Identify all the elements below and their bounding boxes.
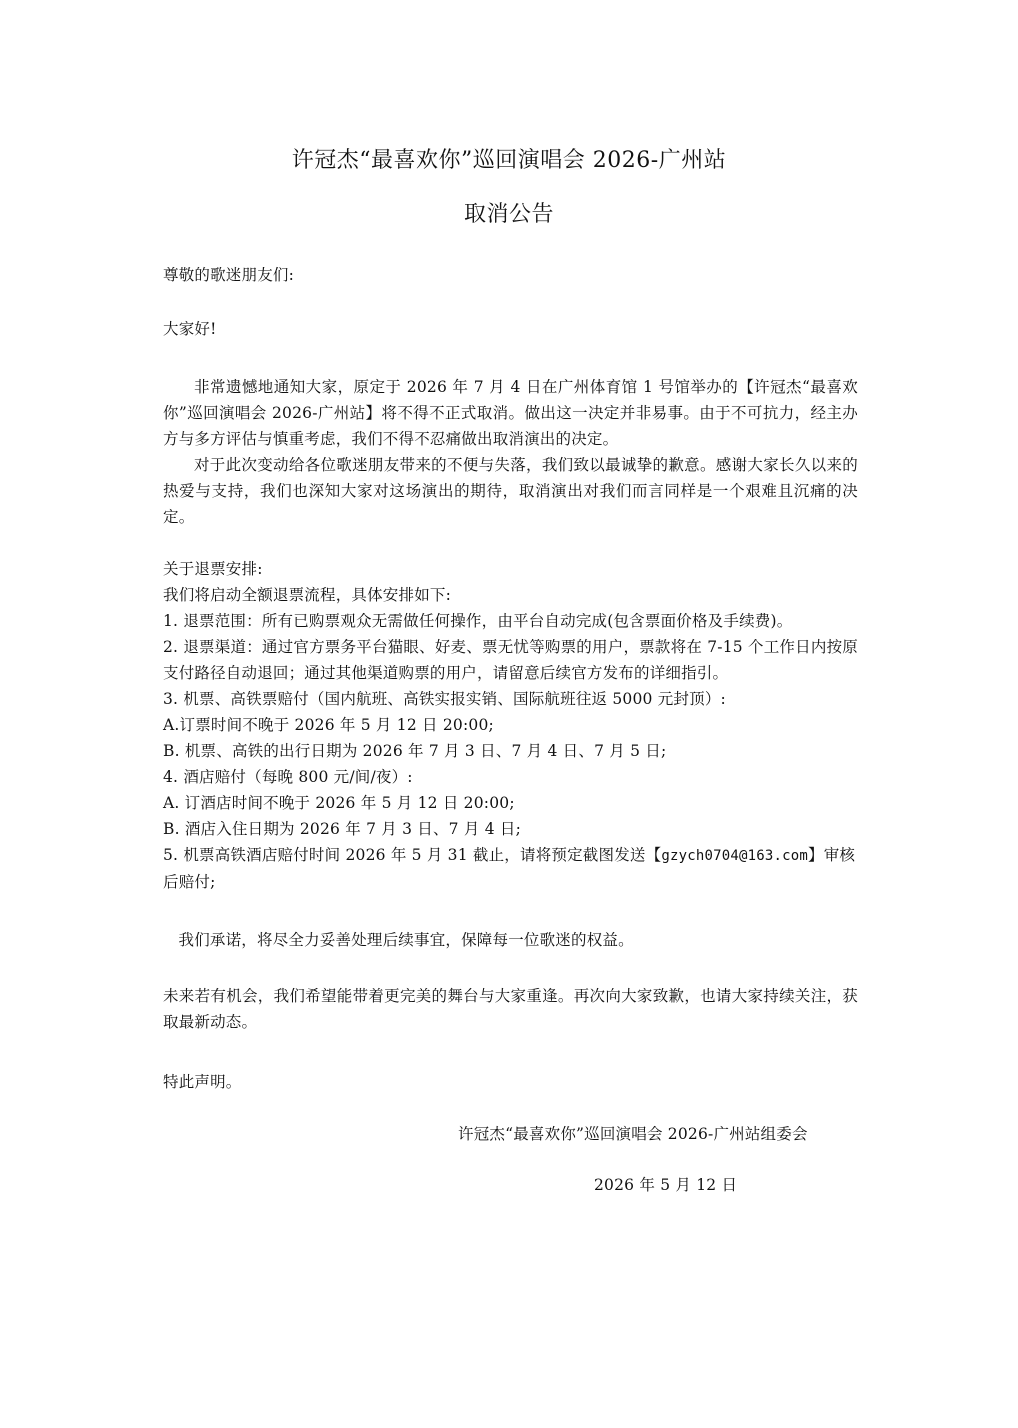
- refund-heading: 关于退票安排:: [163, 560, 263, 578]
- refund-item-5-suffix: 】审核后赔付;: [163, 846, 856, 891]
- refund-intro: 我们将启动全额退票流程，具体安排如下:: [163, 586, 452, 604]
- contact-email[interactable]: gzych0704@163.com: [661, 848, 809, 864]
- paragraph-notice: 非常遗憾地通知大家，原定于 2026 年 7 月 4 日在广州体育馆 1 号馆举办的【许冠杰“最喜欢你”巡回演唱会 2026-广州站】将不得不正式取消。做出这一决定并非易事。由于不可抗力，经主办方与多方评估与慎重考虑，我们不得不忍痛做出取消演出的决定。: [163, 378, 858, 448]
- refund-item-5-prefix: 5. 机票高铁酒店赔付时间 2026 年 5 月 31 截止，请将预定截图发送【: [163, 846, 662, 864]
- refund-item-3a: A.订票时间不晚于 2026 年 5 月 12 日 20:00;: [163, 716, 494, 734]
- announcement-body: [163, 262, 858, 1035]
- refund-item-3: 3. 机票、高铁票赔付（国内航班、高铁实报实销、国际航班往返 5000 元封顶）:: [163, 690, 726, 708]
- salutation: 尊敬的歌迷朋友们:: [163, 266, 295, 284]
- refund-item-1: 1. 退票范围：所有已购票观众无需做任何操作，由平台自动完成(包含票面价格及手续费)。: [163, 612, 793, 630]
- refund-item-2: 2. 退票渠道：通过官方票务平台猫眼、好麦、票无忧等购票的用户，票款将在 7-15 个工作日内按原支付路径自动退回；通过其他渠道购票的用户，请留意后续官方发布的详细指引。: [163, 638, 858, 682]
- issue-date: 2026 年 5 月 12 日: [594, 1176, 738, 1194]
- promise-text: 我们承诺，将尽全力妥善处理后续事宜，保障每一位歌迷的权益。: [178, 931, 634, 949]
- greeting: 大家好!: [163, 320, 217, 338]
- refund-item-5: [163, 842, 858, 895]
- signature: 许冠杰“最喜欢你”巡回演唱会 2026-广州站组委会: [458, 1125, 808, 1143]
- refund-item-4a: A. 订酒店时间不晚于 2026 年 5 月 12 日 20:00;: [163, 794, 515, 812]
- declaration: 特此声明。: [163, 1073, 242, 1091]
- refund-item-4: 4. 酒店赔付（每晚 800 元/间/夜）:: [163, 768, 413, 786]
- announcement-title: 许冠杰“最喜欢你”巡回演唱会 2026-广州站: [291, 148, 727, 173]
- refund-item-4b: B. 酒店入住日期为 2026 年 7 月 3 日、7 月 4 日;: [163, 820, 522, 838]
- paragraph-apology: 对于此次变动给各位歌迷朋友带来的不便与失落，我们致以最诚挚的歉意。感谢大家长久以来的热爱与支持，我们也深知大家对这场演出的期待，取消演出对我们而言同样是一个艰难且沉痛的决定。: [163, 456, 858, 526]
- future-text: 未来若有机会，我们希望能带着更完美的舞台与大家重逢。再次向大家致歉，也请大家持续关注，获取最新动态。: [163, 987, 858, 1031]
- announcement-subtitle: 取消公告: [463, 202, 554, 227]
- refund-item-3b: B. 机票、高铁的出行日期为 2026 年 7 月 3 日、7 月 4 日、7 月 5 日;: [163, 742, 667, 760]
